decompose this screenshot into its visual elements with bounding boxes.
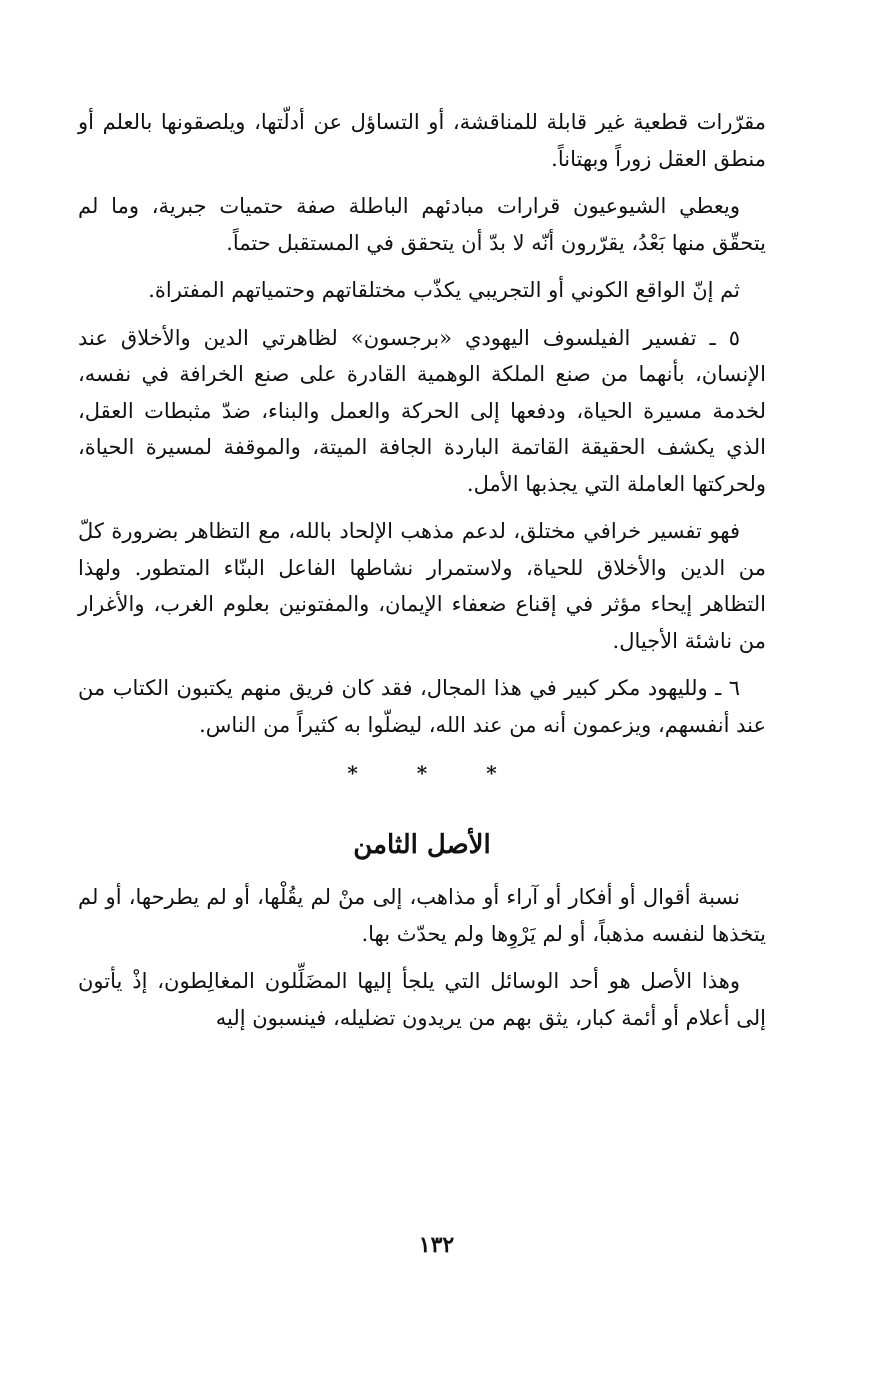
section-separator: * * * — [347, 761, 523, 785]
page-number: ١٣٢ — [418, 1232, 455, 1258]
paragraph: ٦ ـ ولليهود مكر كبير في هذا المجال، فقد كان فريق منهم يكتبون الكتاب من عند أنفسهم، ويزعمون أنه من عند الله، ليضلّوا به كثيراً من الناس. — [78, 676, 766, 737]
paragraph: نسبة أقوال أو أفكار أو آراء أو مذاهب، إلى منْ لم يقُلْها، أو لم يطرحها، أو لم يتخذها لنفسه مذهباً، أو لم يَرْوِها ولم يحدّث بها. — [78, 885, 766, 946]
paragraph: مقرّرات قطعية غير قابلة للمناقشة، أو التساؤل عن أدلّتها، ويلصقونها بالعلم أو منطق العقل زوراً وبهتاناً. — [78, 110, 766, 171]
paragraph: ويعطي الشيوعيون قرارات مبادئهم الباطلة صفة حتميات جبرية، وما لم يتحقّق منها بَعْدُ، يقرّرون أنّه لا بدّ أن يتحقق في المستقبل حتماً. — [78, 194, 766, 255]
page-content — [78, 104, 766, 1047]
section-heading: الأصل الثامن — [353, 830, 491, 860]
paragraph: ثم إنّ الواقع الكوني أو التجريبي يكذّب مختلقاتهم وحتمياتهم المفتراة. — [148, 278, 740, 302]
paragraph: فهو تفسير خرافي مختلق، لدعم مذهب الإلحاد بالله، مع التظاهر بضرورة كلّ من الدين والأخلاق للحياة، ولاستمرار نشاطها الفاعل البنّاء المتطور. ولهذا التظاهر إيحاء مؤثر في إقناع ضعفاء الإيمان، والمفتونين بعلوم الغرب، والأغرار من ناشئة الأجيال. — [78, 519, 766, 653]
paragraph: ٥ ـ تفسير الفيلسوف اليهودي «برجسون» لظاهرتي الدين والأخلاق عند الإنسان، بأنهما من صنع الملكة الوهمية القادرة على صنع الخرافة في نفسه، لخدمة مسيرة الحياة، ودفعها إلى الحركة والعمل والبناء، ضدّ مثبطات العقل، الذي يكشف الحقيقة القاتمة الباردة الجافة الميتة، والموقفة لمسيرة الحياة، ولحركتها العاملة التي يجذبها الأمل. — [78, 325, 766, 496]
paragraph: وهذا الأصل هو أحد الوسائل التي يلجأ إليها المضَلِّلون المغالِطون، إذْ يأتون إلى أعلام أو أئمة كبار، يثق بهم من يريدون تضليله، فينسبون إليه — [78, 969, 766, 1030]
